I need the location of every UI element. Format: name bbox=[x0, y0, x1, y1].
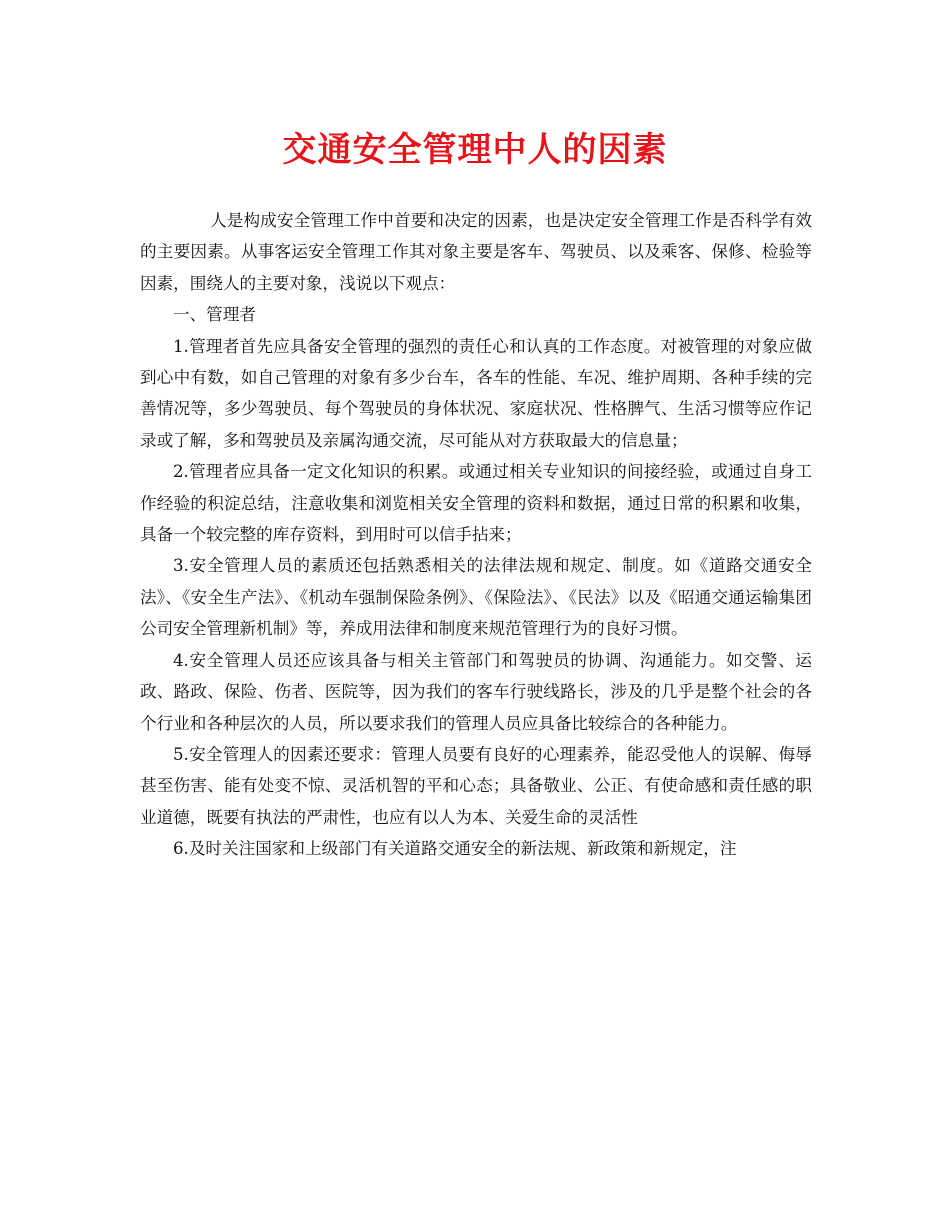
document-body bbox=[140, 205, 812, 865]
paragraph-item-4: 4.安全管理人员还应该具备与相关主管部门和驾驶员的协调、沟通能力。如交警、运政、路政、保险、伤者、医院等，因为我们的客车行驶线路长，涉及的几乎是整个社会的各个行业和各种层次的人员，所以要求我们的管理人员应具备比较综合的各种能力。 bbox=[140, 650, 812, 733]
paragraph-item-2: 2.管理者应具备一定文化知识的积累。或通过相关专业知识的间接经验，或通过自身工作经验的积淀总结，注意收集和浏览相关安全管理的资料和数据，通过日常的积累和收集，具备一个较完整的库存资料，到用时可以信手拈来； bbox=[140, 462, 812, 545]
section-heading-managers: 一、管理者 bbox=[173, 305, 256, 325]
paragraph-item-6: 6.及时关注国家和上级部门有关道路交通安全的新法规、新政策和新规定，注 bbox=[173, 839, 737, 859]
document-title: 交通安全管理中人的因素 bbox=[282, 130, 668, 170]
paragraph-item-5: 5.安全管理人的因素还要求：管理人员要有良好的心理素养，能忍受他人的误解、侮辱甚至伤害、能有处变不惊、灵活机智的平和心态；具备敬业、公正、有使命感和责任感的职业道德，既要有执法的严肃性，也应有以人为本、关爱生命的灵活性 bbox=[140, 744, 812, 827]
paragraph-item-3: 3.安全管理人员的素质还包括熟悉相关的法律法规和规定、制度。如《道路交通安全法》、《安全生产法》、《机动车强制保险条例》、《保险法》、《民法》以及《昭通交通运输集团公司安全管理新机制》等，养成用法律和制度来规范管理行为的良好习惯。 bbox=[140, 556, 812, 639]
paragraph-intro: 人是构成安全管理工作中首要和决定的因素，也是决定安全管理工作是否科学有效的主要因素。从事客运安全管理工作其对象主要是客车、驾驶员、以及乘客、保修、检验等因素，围绕人的主要对象，浅说以下观点： bbox=[140, 211, 812, 293]
paragraph-item-1: 1.管理者首先应具备安全管理的强烈的责任心和认真的工作态度。对被管理的对象应做到心中有数，如自己管理的对象有多少台车，各车的性能、车况、维护周期、各种手续的完善情况等，多少驾驶员、每个驾驶员的身体状况、家庭状况、性格脾气、生活习惯等应作记录或了解，多和驾驶员及亲属沟通交流，尽可能从对方获取最大的信息量； bbox=[140, 336, 812, 450]
